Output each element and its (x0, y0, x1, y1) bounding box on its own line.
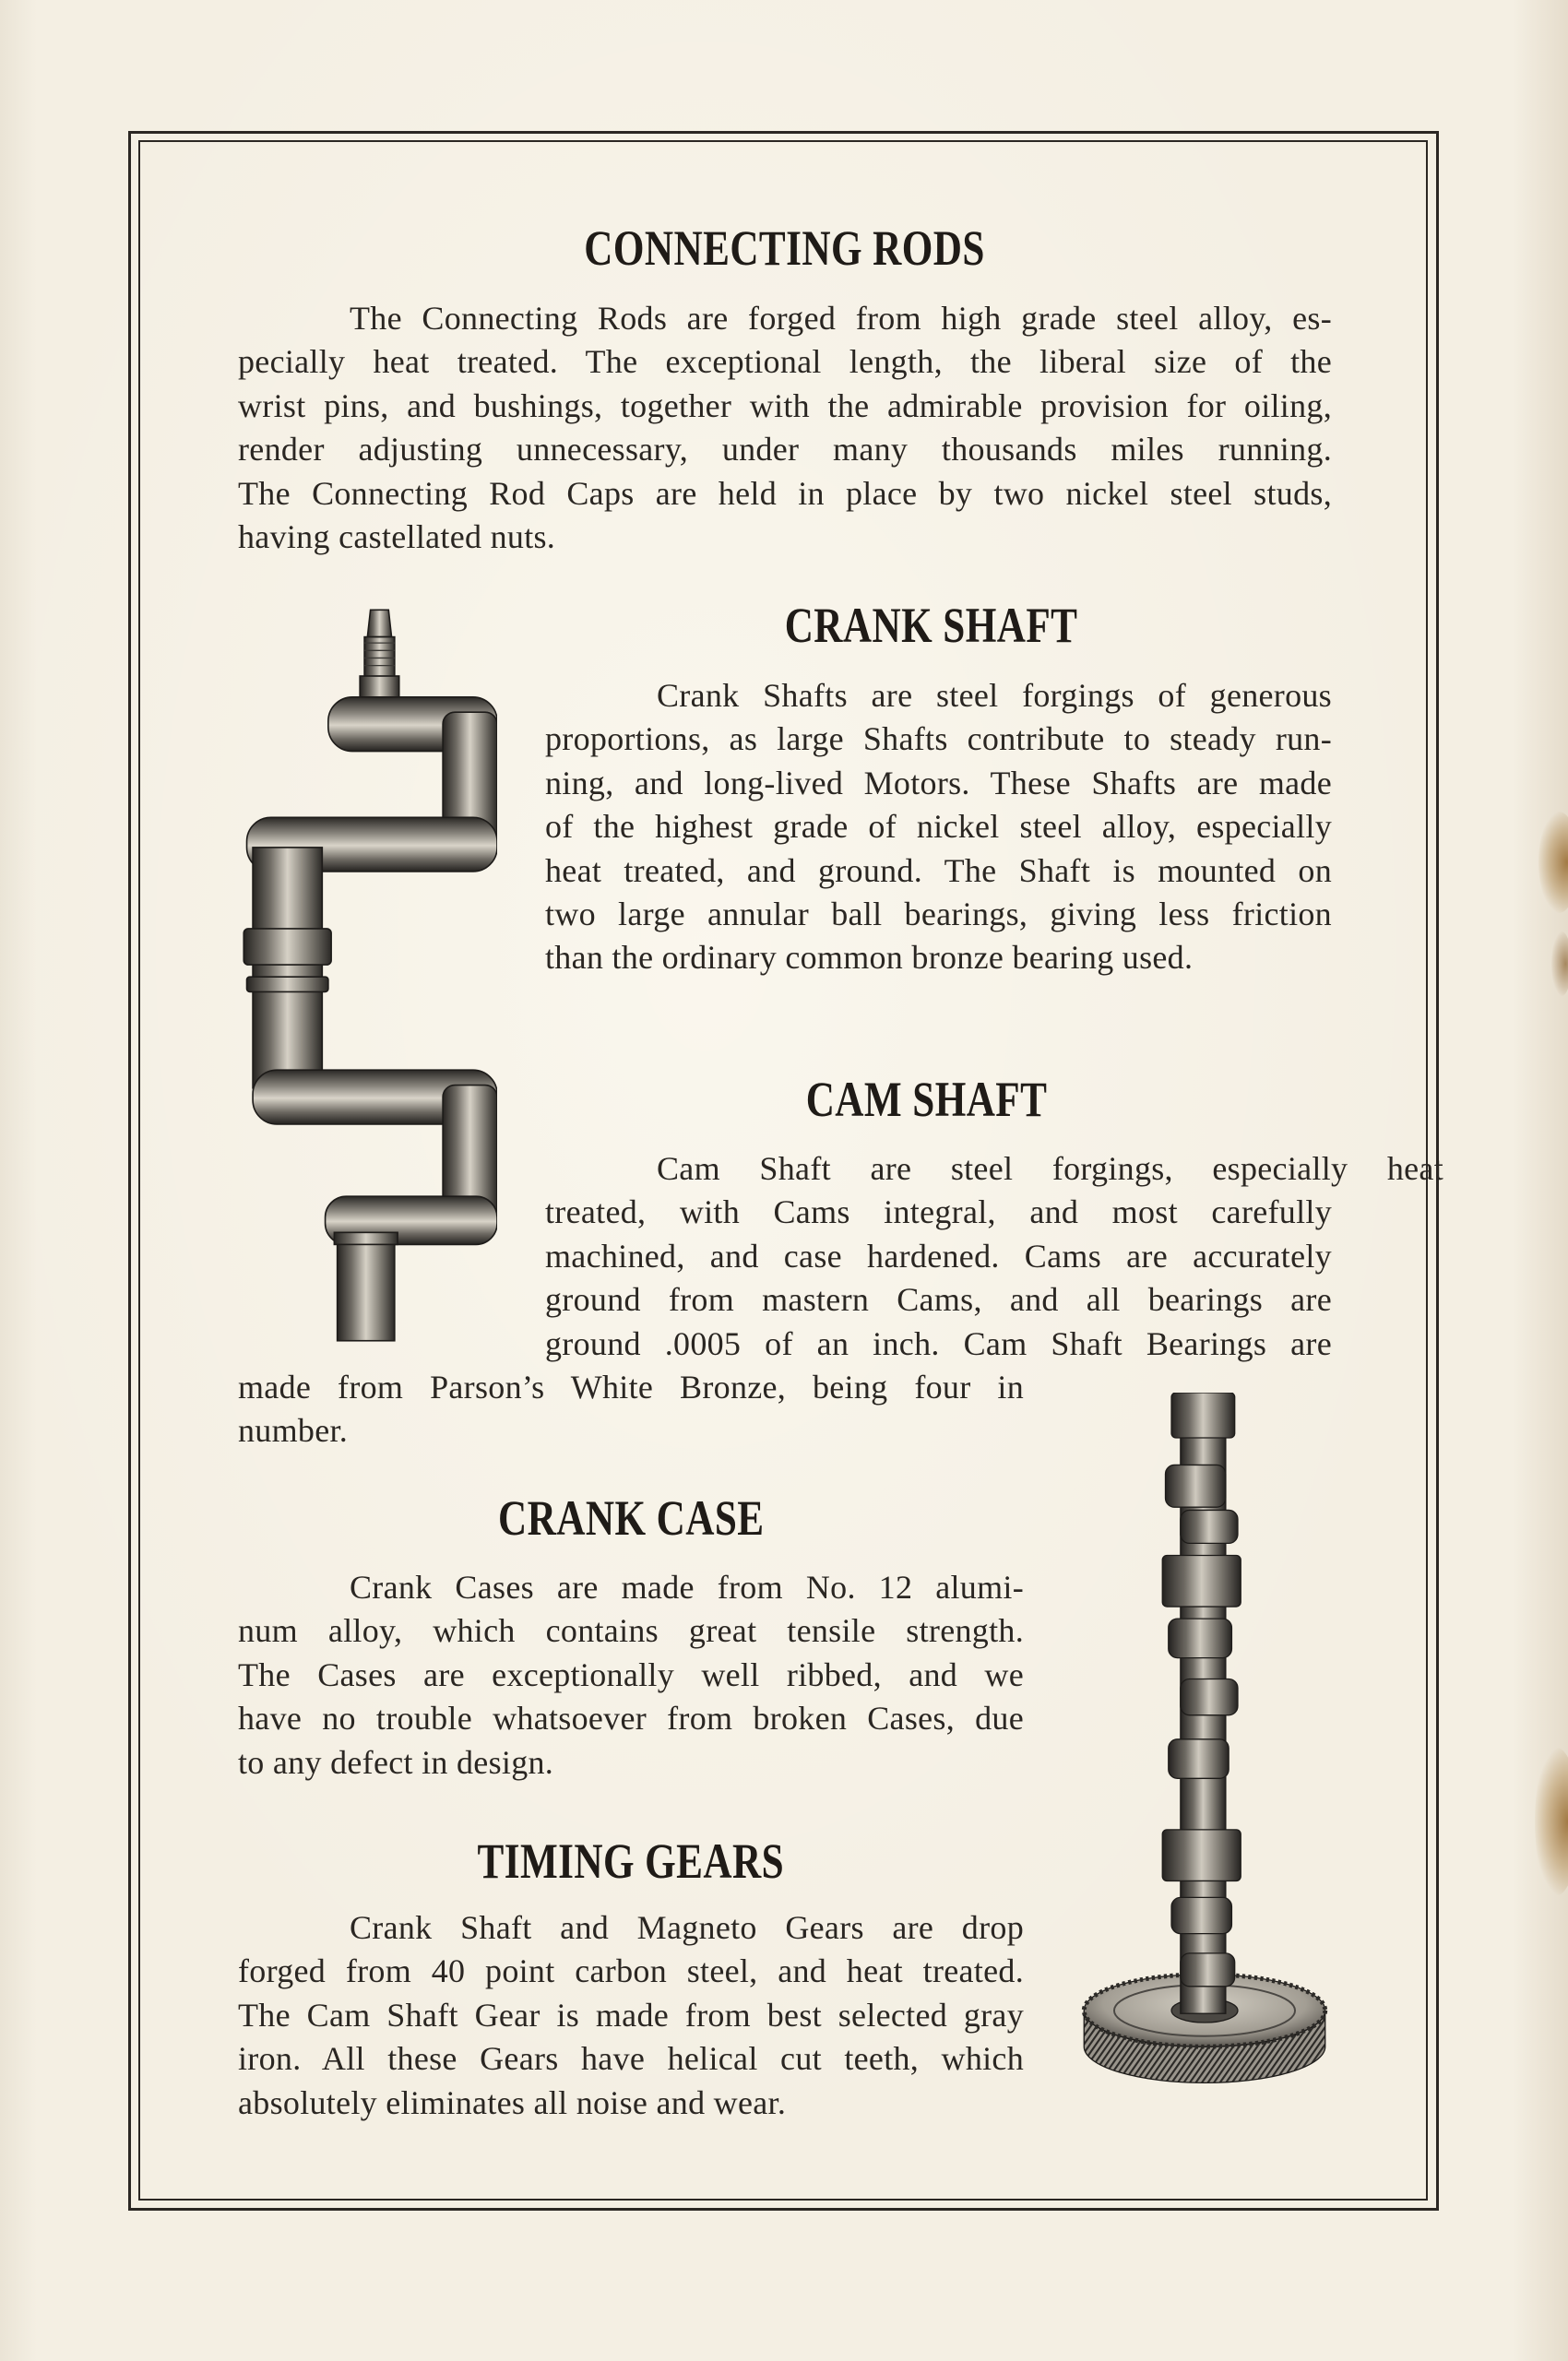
text-line: number. (238, 1412, 349, 1450)
connecting-rods-heading (238, 222, 1332, 274)
text-line: having castellated nuts. (238, 517, 556, 555)
text-line: than the ordinary common bronze bearing used. (545, 939, 1194, 977)
cam-shaft-heading (533, 1074, 1320, 1125)
heading-text: CRANK SHAFT (784, 598, 1078, 653)
text-line: Cam Shaft are steel forgings, especially heat (657, 1150, 1443, 1187)
text-line: The Connecting Rods are forged from high grade steel alloy, es- (350, 300, 1332, 337)
paper-stain (1538, 812, 1568, 913)
text-line: of the highest grade of nickel steel alloy, especially (545, 808, 1332, 846)
connecting-rods-paragraph (238, 297, 1332, 559)
text-line: two large annular ball bearings, giving less friction (545, 895, 1332, 932)
crank-upper-throw (247, 697, 497, 872)
text-line: proportions, as large Shafts contribute to steady run- (545, 720, 1332, 758)
crank-top-stub (360, 610, 399, 709)
text-line: num alloy, which contains great tensile strength. (238, 1612, 1024, 1650)
crank-case-paragraph (238, 1566, 1024, 1785)
paper-stain (1551, 931, 1568, 996)
text-line: The Cases are exceptionally well ribbed, and we (238, 1655, 1024, 1693)
crank-main-journal (244, 848, 331, 1088)
text-line: pecially heat treated. The exceptional length, the liberal size of the (238, 343, 1332, 381)
text-line: have no trouble whatsoever from broken Cases, due (238, 1700, 1024, 1738)
cam-shaft-illustration (1081, 1393, 1328, 2101)
text-line: Crank Shaft and Magneto Gears are drop (350, 1909, 1024, 1946)
text-line: machined, and case hardened. Cams are accurately (545, 1237, 1332, 1275)
text-line: forged from 40 point carbon steel, and heat treated. (238, 1952, 1024, 1990)
text-line: iron. All these Gears have helical cut teeth, which (238, 2040, 1024, 2078)
text-line: The Cam Shaft Gear is made from best selected gray (238, 1996, 1024, 2034)
text-line: heat treated, and ground. The Shaft is mounted on (545, 851, 1332, 889)
text-line: Crank Shafts are steel forgings of generous (657, 677, 1332, 714)
text-line: ground from mastern Cams, and all bearings are (545, 1281, 1332, 1319)
paper-stain (1535, 1748, 1568, 1895)
heading-text: TIMING GEARS (477, 1833, 785, 1889)
text-line: render adjusting unnecessary, under many thousands miles running. (238, 431, 1332, 469)
crank-case-heading (238, 1492, 1024, 1544)
text-line: made from Parson’s White Bronze, being four in (238, 1368, 1024, 1406)
text-line: Crank Cases are made from No. 12 alumi- (350, 1569, 1024, 1606)
text-line: ground .0005 of an inch. Cam Shaft Bearings are (545, 1324, 1332, 1362)
cam-shaft-body (1162, 1393, 1241, 2013)
text-line: to any defect in design. (238, 1743, 554, 1781)
text-line: The Connecting Rod Caps are held in place by two nickel steel studs, (238, 474, 1332, 512)
crank-shaft-paragraph (545, 674, 1332, 980)
text-line: absolutely eliminates all noise and wear. (238, 2083, 787, 2121)
heading-text: CAM SHAFT (805, 1072, 1048, 1127)
heading-text: CONNECTING RODS (584, 220, 986, 276)
text-line: treated, with Cams integral, and most carefully (545, 1193, 1332, 1231)
heading-text: CRANK CASE (497, 1490, 765, 1546)
text-line: ning, and long-lived Motors. These Shafts are made (545, 764, 1332, 801)
text-line: wrist pins, and bushings, together with the admirable provision for oiling, (238, 386, 1332, 424)
timing-gears-paragraph (238, 1906, 1024, 2125)
timing-gears-heading (238, 1835, 1024, 1887)
crank-shaft-heading (538, 599, 1324, 651)
